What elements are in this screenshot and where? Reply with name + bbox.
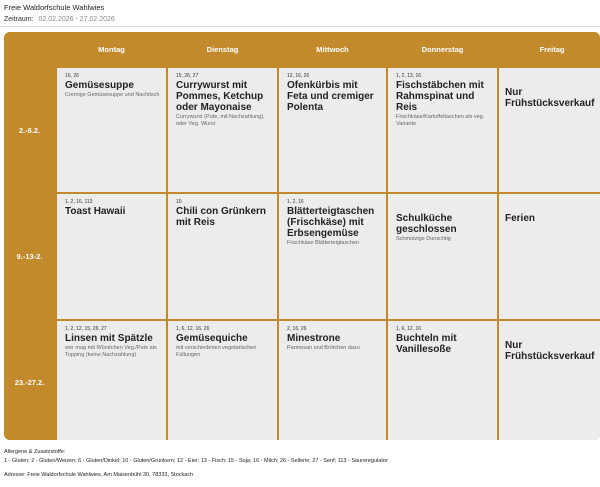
dish-name: Fischstäbchen mit Rahmspinat und Reis [396,80,484,113]
week-label: 23.-27.2. [4,321,55,440]
dish-description: Cremige Gemüsesuppe und Nachtisch [65,92,160,98]
day-header-thursday: Donnerstag [388,32,497,66]
day-header-friday: Freitag [499,32,600,66]
menu-cell [57,68,166,192]
day-header-monday: Montag [57,32,166,66]
dish-description: Currywurst (Pute, mit Nachzahlung), oder Veg. Wurst [176,114,265,127]
allergen-codes: 1, 6, 12, 16 [396,326,422,332]
allergen-legend-title: Allergene & Zusatzstoffe: [4,449,66,455]
dish-name: Ofenkürbis mit Feta und cremiger Polenta [287,80,374,113]
dish-description: Frischkäse/Kartoffeltaschen als veg. Variante [396,114,485,127]
allergen-codes: 12, 16, 26 [287,73,310,79]
allergen-codes [505,199,599,205]
allergen-codes: 10 [176,199,182,205]
dish-name: Ferien [505,213,536,224]
dish-description: Schmotzige Dunschtig [396,236,451,242]
allergen-codes: 16, 26 [65,73,79,79]
dish-description: mit verschiedenen vegetarischen Füllungen [176,345,257,358]
allergen-legend: 1 - Gluten; 2 - Gluten/Weizen; 6 - Gluten/Dinkel; 10 - Gluten/Grünkern; 12 - Eier; 13 - Fisch; 15 - Soja; 16 - Milch; 26 - Sellerie; 27 - Senf; 113 - Säureregulator [4,458,388,464]
menu-cell [168,194,277,319]
day-header-wednesday: Mittwoch [279,32,386,66]
menu-cell [499,321,600,440]
dish-description: wer mag mit Würstchen Veg./Pute als Topping (keine Nachzahlung) [65,345,157,358]
allergen-codes: 15, 26, 27 [176,73,199,79]
allergen-codes: 1, 2, 16 [287,199,304,205]
allergen-codes [505,326,599,332]
dish-description: Parmesan und Brötchen dazu [287,345,360,351]
allergen-codes [396,199,491,205]
grid-corner [4,32,55,66]
dish-name: Linsen mit Spätzle [65,333,153,344]
menu-plan [4,32,600,440]
menu-cell [499,194,600,319]
menu-cell [279,194,386,319]
school-address: Adresse: Freie Waldorfschule Wahlwies, Am Maisenbühl 30, 78333, Stockach [4,472,194,478]
allergen-codes: 2, 16, 26 [287,326,307,332]
allergen-codes: 1, 2, 13, 16 [396,73,422,79]
allergen-codes: 1, 2, 16, 113 [65,199,93,205]
dish-name: Buchteln mit Vanillesoße [396,333,457,355]
date-range [4,16,115,23]
allergen-codes: 1, 2, 12, 15, 26, 27 [65,326,107,332]
dish-name: Blätterteigtaschen (Frischkäse) mit Erbsengemüse [287,206,375,239]
week-label: 2.-6.2. [4,68,55,192]
dish-name: Nur Frühstücksverkauf [505,340,595,362]
menu-cell [388,321,497,440]
school-name: Freie Waldorfschule Wahlwies [4,3,105,12]
day-header-tuesday: Dienstag [168,32,277,66]
allergen-codes: 1, 6, 12, 16, 26 [176,326,210,332]
menu-cell [388,194,497,319]
dish-name: Minestrone [287,333,341,344]
week-label: 9.-13-2. [4,194,55,319]
dish-description: Frischkäse Blätterteigtaschen [287,240,360,246]
menu-cell [279,68,386,192]
dish-name: Nur Frühstücksverkauf [505,87,595,109]
dish-name: Chili con Grünkern mit Reis [176,206,267,228]
allergen-codes [505,73,599,79]
date-range-label: Zeitraum: [4,16,34,23]
menu-grid [4,32,600,440]
menu-cell [279,321,386,440]
dish-name: Currywurst mit Pommes, Ketchup oder Mayonaise [176,80,264,113]
header-divider [0,26,600,27]
menu-cell [168,321,277,440]
menu-cell [168,68,277,192]
dish-name: Gemüsesuppe [65,80,134,91]
dish-name: Toast Hawaii [65,206,126,217]
menu-cell [499,68,600,192]
menu-cell [388,68,497,192]
dish-name: Schulküche geschlossen [396,213,457,235]
dish-name: Gemüsequiche [176,333,248,344]
date-range-value: 02.02.2026 - 27.02.2026 [38,16,115,23]
menu-cell [57,321,166,440]
menu-cell [57,194,166,319]
